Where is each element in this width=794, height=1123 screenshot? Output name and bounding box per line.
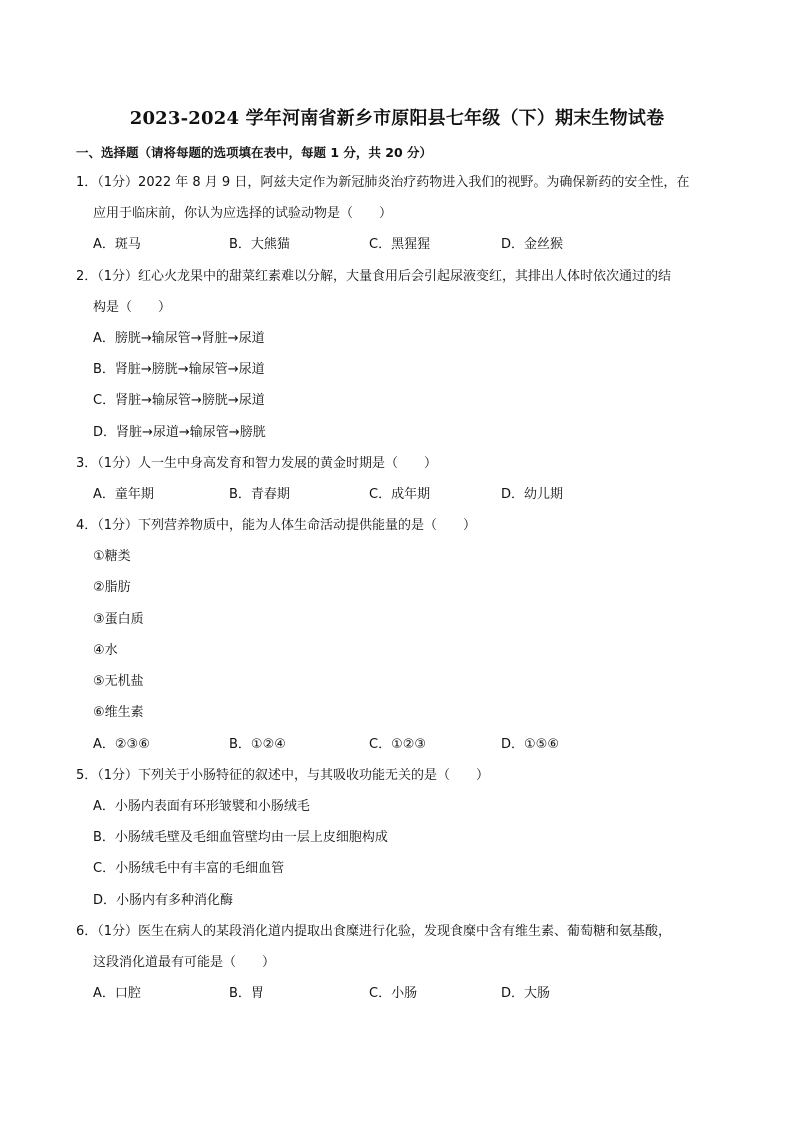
option-d[interactable]: D．①⑤⑥: [501, 737, 559, 752]
nutrient-item: ⑤无机盐: [93, 674, 144, 689]
nutrient-item: ①糖类: [93, 549, 131, 564]
option-c[interactable]: C．①②③: [369, 737, 427, 752]
option-c[interactable]: C．小肠: [369, 986, 418, 1001]
option-a[interactable]: A．口腔: [93, 986, 141, 1001]
option-d[interactable]: D．金丝猴: [501, 237, 564, 252]
option-a[interactable]: A．②③⑥: [93, 737, 150, 752]
option-b[interactable]: B．胃: [229, 986, 264, 1001]
option-c[interactable]: C．成年期: [369, 487, 431, 502]
question-1-text: 1．（1分）2022 年 8 月 9 日，阿兹夫定作为新冠肺炎治疗药物进入我们的视野。为确保新药的安全性，在: [76, 175, 690, 190]
option-b[interactable]: B．肾脏→膀胱→输尿管→尿道: [93, 362, 265, 377]
option-d[interactable]: D．肾脏→尿道→输尿管→膀胱: [93, 425, 266, 440]
question-2-text-cont: 构是（ ）: [93, 300, 172, 315]
nutrient-item: ③蛋白质: [93, 612, 144, 627]
exam-title: 2023-2024 学年河南省新乡市原阳县七年级（下）期末生物试卷: [129, 108, 665, 129]
option-a[interactable]: A．膀胱→输尿管→肾脏→尿道: [93, 331, 265, 346]
nutrient-item: ②脂肪: [93, 580, 131, 595]
question-6-text: 6．（1分）医生在病人的某段消化道内提取出食糜进行化验，发现食糜中含有维生素、葡萄糖和氨基酸，: [76, 924, 672, 939]
option-a[interactable]: A．童年期: [93, 487, 154, 502]
option-b[interactable]: B．①②④: [229, 737, 286, 752]
option-c[interactable]: C．黑猩猩: [369, 237, 431, 252]
option-a[interactable]: A．小肠内表面有环形皱襞和小肠绒毛: [93, 799, 310, 814]
option-d[interactable]: D．大肠: [501, 986, 551, 1001]
option-c[interactable]: C．小肠绒毛中有丰富的毛细血管: [93, 861, 285, 876]
question-2-text: 2．（1分）红心火龙果中的甜菜红素难以分解，大量食用后会引起尿液变红，其排出人体时依次通过的结: [76, 269, 672, 284]
option-d[interactable]: D．幼儿期: [501, 487, 564, 502]
option-a[interactable]: A．斑马: [93, 237, 141, 252]
option-b[interactable]: B．大熊猫: [229, 237, 290, 252]
nutrient-item: ⑥维生素: [93, 705, 144, 720]
question-3-text: 3．（1分）人一生中身高发育和智力发展的黄金时期是（ ）: [76, 456, 438, 471]
option-b[interactable]: B．青春期: [229, 487, 290, 502]
nutrient-item: ④水: [93, 643, 118, 658]
question-5-text: 5．（1分）下列关于小肠特征的叙述中，与其吸收功能无关的是（ ）: [76, 768, 490, 783]
question-6-text-cont: 这段消化道最有可能是（ ）: [93, 955, 276, 970]
option-c[interactable]: C．肾脏→输尿管→膀胱→尿道: [93, 393, 265, 408]
option-d[interactable]: D．小肠内有多种消化酶: [93, 893, 234, 908]
section-heading: 一、选择题（请将每题的选项填在表中，每题 1 分，共 20 分）: [76, 145, 433, 160]
question-4-text: 4．（1分）下列营养物质中，能为人体生命活动提供能量的是（ ）: [76, 518, 477, 533]
option-b[interactable]: B．小肠绒毛壁及毛细血管壁均由一层上皮细胞构成: [93, 830, 388, 845]
question-1-text-cont: 应用于临床前，你认为应选择的试验动物是（ ）: [93, 206, 393, 221]
